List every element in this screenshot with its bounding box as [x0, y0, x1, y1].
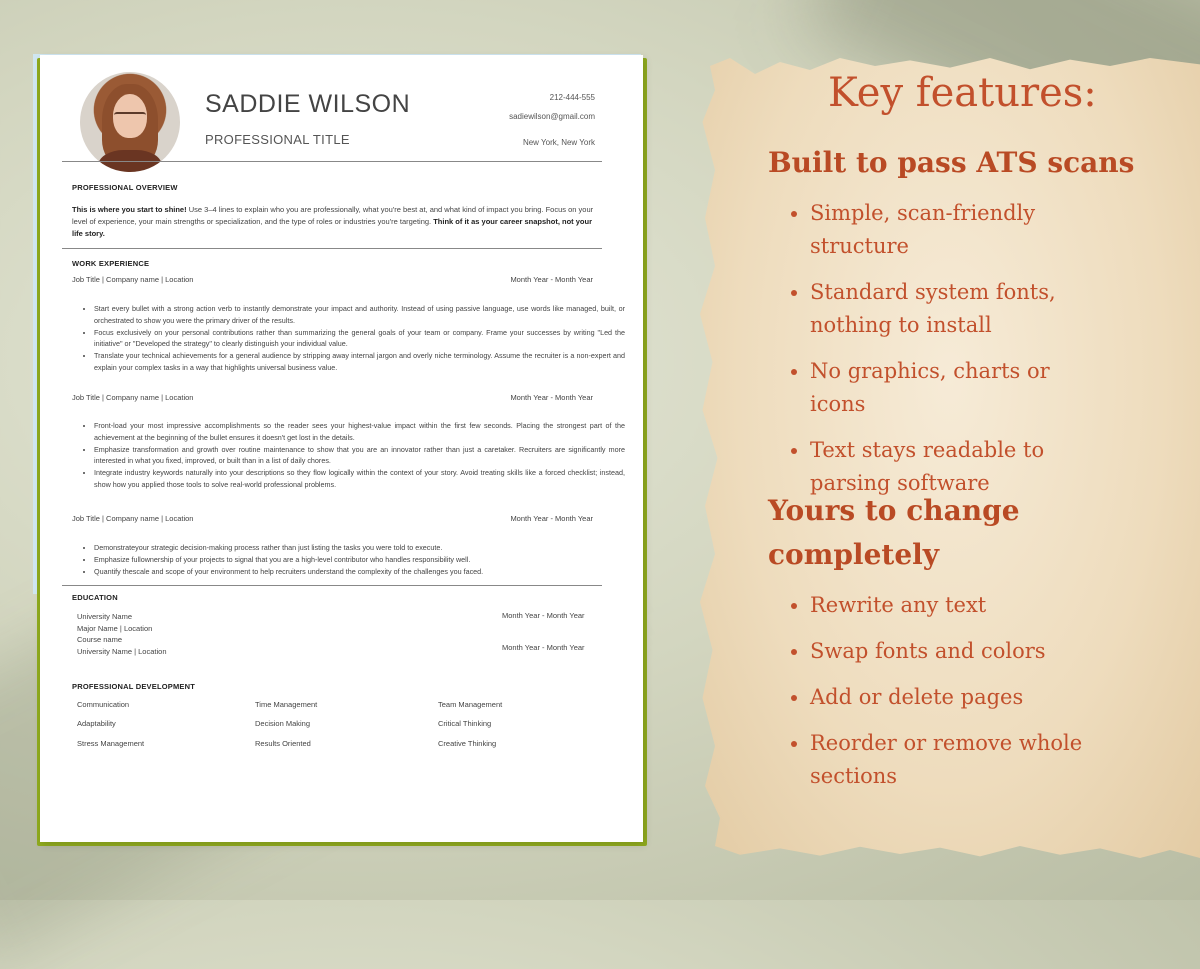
overview-lead: This is where you start to shine! — [72, 205, 187, 214]
job-line — [72, 393, 593, 402]
profile-photo — [80, 72, 180, 172]
course: Course name — [77, 635, 123, 645]
education-heading: EDUCATION — [72, 593, 118, 602]
feature-item: • Standard system fonts, nothing to install — [810, 276, 1100, 342]
features-heading-ats: Built to pass ATS scans — [768, 146, 1135, 179]
location: New York, New York — [522, 138, 595, 147]
job-bullets — [72, 420, 625, 491]
overview-text — [72, 204, 594, 240]
major: Major Name | Location — [77, 623, 153, 633]
features-title: Key features: — [828, 70, 1097, 116]
skill: Decision Making — [255, 719, 311, 728]
job-title: Job Title | Company name | Location — [72, 393, 194, 402]
job-dates: Month Year - Month Year — [510, 275, 593, 284]
feature-item: • Text stays readable to parsing software — [810, 434, 1100, 500]
divider — [62, 585, 602, 586]
skill: Adaptability — [77, 719, 116, 728]
job-bullets — [72, 303, 625, 374]
phone: 212-444-555 — [549, 93, 595, 102]
email: sadiewilson@gmail.com — [509, 112, 595, 121]
job-line — [72, 514, 593, 523]
resume-title: PROFESSIONAL TITLE — [205, 132, 350, 147]
education-lines — [77, 611, 166, 657]
bullet: • Focus exclusively on your personal contributions rather than summarizing the general goals of your team or company. Frame your successes by writing "Led the initiative" or "Developed the strategy" to clearly distinguish your individual value. — [94, 327, 625, 351]
feature-item: • Simple, scan-friendly structure — [810, 197, 1100, 263]
university: University Name | Location — [77, 646, 167, 656]
bullet: • Demonstrateyour strategic decision-making process rather than just listing the tasks you were told to execute. — [94, 542, 625, 554]
features-heading-edit: Yours to change completely — [768, 494, 1020, 571]
divider — [62, 161, 602, 162]
divider — [62, 248, 602, 249]
bullet: • Start every bullet with a strong action verb to instantly demonstrate your impact and authority. Instead of using passive language, use words like managed, built, or orchestrated to show you were the primary driver of the results. — [94, 303, 625, 327]
skill: Stress Management — [77, 739, 145, 748]
bullet: • Quantify thescale and scope of your environment to help recruiters understand the complexity of the challenges you faced. — [94, 566, 625, 578]
job-dates: Month Year - Month Year — [510, 393, 593, 402]
skill: Critical Thinking — [438, 719, 492, 728]
features-list-edit — [788, 589, 1100, 806]
job-bullets — [72, 542, 625, 577]
education-dates: Month Year - Month Year — [502, 611, 585, 620]
skill: Results Oriented — [255, 739, 311, 748]
skill: Creative Thinking — [438, 739, 497, 748]
overview-body: Use 3–4 lines to explain who you are professionally, what you're best at, and what kind of impact you bring. Focus on your level of experience, your main strengths or specialization, and the type of roles or industries you're targeting. — [72, 205, 594, 226]
job-title: Job Title | Company name | Location — [72, 275, 194, 284]
feature-item: • Reorder or remove whole sections — [810, 727, 1100, 793]
feature-item: • Rewrite any text — [810, 589, 1100, 622]
feature-item: • Add or delete pages — [810, 681, 1100, 714]
skill: Team Management — [438, 700, 503, 709]
overview-tail: Think of it as your career snapshot, not your life story. — [72, 217, 592, 238]
bullet: • Emphasize transformation and growth over routine maintenance to show that you are an innovator rather than just a caretaker. Recruiters are significantly more interested in what you fixed, improved, or built than in a list of daily chores. — [94, 444, 625, 468]
job-dates: Month Year - Month Year — [510, 514, 593, 523]
resume-page — [40, 55, 643, 842]
skill: Communication — [77, 700, 130, 709]
skill: Time Management — [255, 700, 318, 709]
resume-name: SADDIE WILSON — [205, 90, 411, 118]
bullet: • Front-load your most impressive accomplishments so the reader sees your highest-value impact within the first few seconds. Placing the strongest part of the achievement at the beginning of the bullet ensures it doesn't get lost in the details. — [94, 420, 625, 444]
feature-item: • Swap fonts and colors — [810, 635, 1100, 668]
work-heading: WORK EXPERIENCE — [72, 259, 150, 268]
university: University Name — [77, 612, 133, 621]
features-list-ats — [788, 197, 1100, 513]
development-heading: PROFESSIONAL DEVELOPMENT — [72, 682, 196, 691]
bullet: • Integrate industry keywords naturally into your descriptions so they flow logically within the context of your story. Avoid treating skills like a forced checklist; instead, show how you applied those tools to solve real-world professional problems. — [94, 467, 625, 491]
bullet: • Translate your technical achievements for a general audience by stripping away internal jargon and overly niche terminology. Assume the recruiter is a non-expert and explain your complex tasks in a way that highlights universal business value. — [94, 350, 625, 374]
job-line — [72, 275, 593, 284]
bullet: • Emphasize fullownership of your projects to signal that you are a high-level contributor who handles responsibility well. — [94, 554, 625, 566]
overview-heading: PROFESSIONAL OVERVIEW — [72, 183, 178, 192]
feature-item: • No graphics, charts or icons — [810, 355, 1100, 421]
education-dates: Month Year - Month Year — [502, 643, 585, 652]
job-title: Job Title | Company name | Location — [72, 514, 194, 523]
